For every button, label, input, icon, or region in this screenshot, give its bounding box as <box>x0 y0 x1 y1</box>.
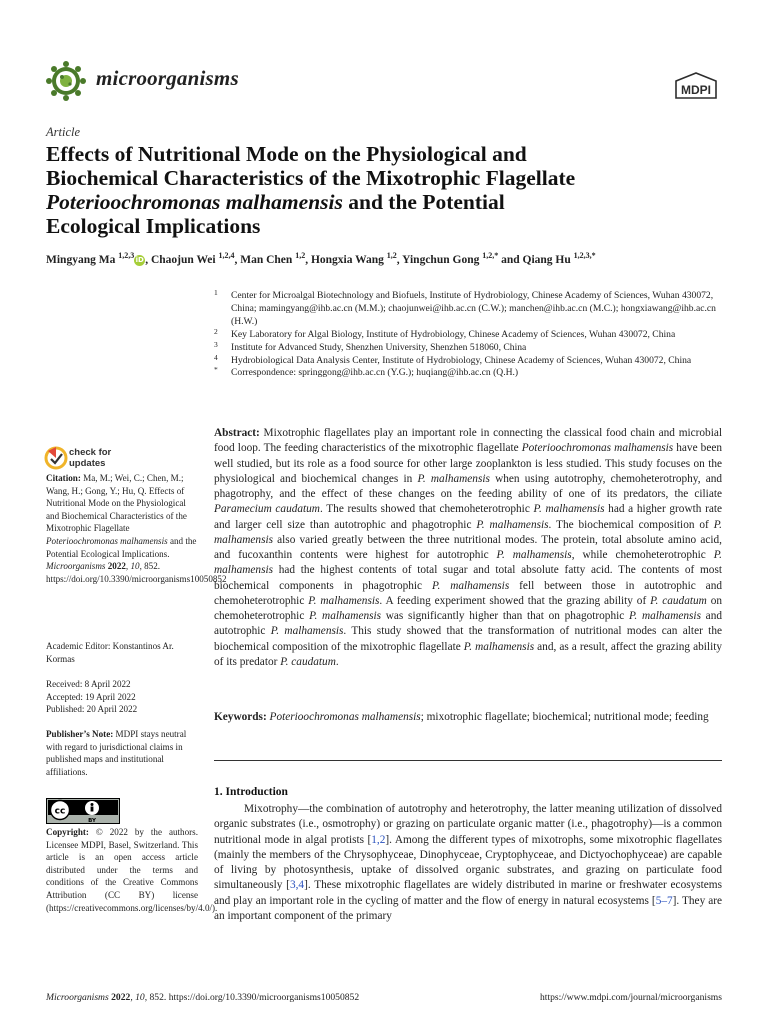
species-name: P. malhamensis <box>270 625 344 638</box>
accepted-date: Accepted: 19 April 2022 <box>46 691 136 702</box>
abstract-text: . The biochemical composition of <box>548 518 714 531</box>
author-name: Mingyang Ma <box>46 253 116 266</box>
species-name: Paramecium caudatum <box>214 503 320 516</box>
intro-text-1: Mixotrophy—the combination of autotrophy and heterotrophy, the latter meaning utilization of dissolved organic substrates (i.e., osmotrophy) or grazing on particulate organic matter (i.e., phagotrophy)—is a common nutritional mode in algal protists [ <box>214 803 722 846</box>
affiliation-item <box>214 352 724 368</box>
check-for-updates-icon[interactable] <box>44 445 68 471</box>
abstract-text: when using autotrophy, chemoheterotrophy, and phagotrophy, and the effect of these changes on the feeding ability of one of its predators, the ciliate <box>214 472 723 500</box>
author-affiliation-marker: 1,2,3 <box>118 251 135 260</box>
author-separator: , <box>305 253 311 266</box>
author-name: Qiang Hu <box>522 253 571 266</box>
author-affiliation-marker: 1,2 <box>295 251 306 260</box>
svg-text:cc: cc <box>54 806 66 817</box>
publisher-note-label: Publisher’s Note: <box>46 729 114 739</box>
species-name: P. caudatum <box>280 655 336 668</box>
orcid-icon[interactable]: iD <box>135 255 144 264</box>
mdpi-logo-text: MDPI <box>681 83 711 97</box>
author-separator: , <box>396 253 403 266</box>
introduction-paragraph <box>214 802 722 924</box>
title-line-3-rest: and the Potential <box>342 190 505 214</box>
article-type: Article <box>46 125 81 139</box>
abstract-text: . This study showed that the transformation of nutritional modes can alter the biochemical composition of the mixotrophic flagellate <box>214 625 722 653</box>
author-affiliation-marker: 1,2,* <box>482 251 499 260</box>
keywords <box>214 710 722 725</box>
journal-logo-icon <box>44 60 88 102</box>
copyright-block <box>46 826 218 914</box>
abstract-body <box>214 427 722 668</box>
species-name: P. caudatum <box>650 594 707 607</box>
author-name: Yingchun Gong <box>402 253 480 266</box>
abstract-text: also varied greatly between the three nutritional modes. The protein, total absolute amino acid, and fucoxanthin contents were highest for autotrophic <box>214 533 722 561</box>
author-separator: and <box>498 253 523 266</box>
species-name: P. malhamensis <box>432 579 510 592</box>
citation-block <box>46 472 227 585</box>
author-affiliation-marker: 1,2,3,* <box>573 251 596 260</box>
species-name: P. malhamensis <box>214 518 722 546</box>
affiliation-item <box>214 339 724 355</box>
affiliation-text: Institute for Advanced Study, Shenzhen University, Shenzhen 518060, China <box>231 341 527 353</box>
footer-volume: , 10 <box>130 992 145 1003</box>
species-name: P. malhamensis <box>309 610 382 622</box>
affiliation-text: Key Laboratory for Algal Biology, Institute of Hydrobiology, Chinese Academy of Sciences, Wuhan 430072, China <box>231 328 676 340</box>
keywords-label: Keywords: <box>214 711 267 723</box>
check-line-2: updates <box>69 458 106 469</box>
abstract-text: . The results showed that chemoheterotrophic <box>319 503 534 516</box>
academic-editor: Academic Editor: Konstantinos Ar. Kormas <box>46 641 174 664</box>
affiliation-item <box>214 290 724 329</box>
abstract-text: , while chemoheterotrophic <box>571 549 714 561</box>
species-name: P. malhamensis <box>476 518 549 531</box>
species-name: Poterioochromonas malhamensis <box>521 442 674 455</box>
citation-volume: , 10 <box>125 561 140 572</box>
check-for-updates-label[interactable] <box>69 447 111 469</box>
species-name: P. malhamensis <box>496 549 572 561</box>
author-separator: , <box>234 253 241 266</box>
species-name: P. malhamensis <box>308 594 380 607</box>
citation-link[interactable]: 1,2 <box>371 833 386 846</box>
abstract-text: and, as a result, affect the grazing ability of its predator <box>214 640 722 668</box>
species-name: P. malhamensis <box>628 610 701 622</box>
affiliation-text: Center for Microalgal Biotechnology and Biofuels, Institute of Hydrobiology, Chinese Academy of Sciences, Wuhan 430072, China; mamingyang@ihb.ac.cn (M.M.); chaojunwei@ihb.ac.cn (C.W.); manchen@ihb.ac.cn (M.C.); hongxiawang@ihb.ac.cn (H.W.) <box>231 290 716 327</box>
affiliation-text: Hydrobiological Data Analysis Center, Institute of Hydrobiology, Chinese Academy of Sciences, Wuhan 430072, China <box>231 354 692 366</box>
publisher-note <box>46 728 198 778</box>
affiliation-number: * <box>214 365 218 375</box>
author-list <box>46 248 736 268</box>
abstract-text: . A feeding experiment showed that the grazing ability of <box>379 594 651 607</box>
abstract-label: Abstract: <box>214 427 260 439</box>
species-name: P. malhamensis <box>463 640 535 653</box>
keywords-rest: ; mixotrophic flagellate; biochemical; nutritional mode; feeding <box>420 711 709 723</box>
citation-doi[interactable]: , 852. https://doi.org/10.3390/microorganisms10050852 <box>46 561 227 584</box>
citation-text-2: and the Potential Ecological Implications. <box>46 535 197 559</box>
abstract-text: was significantly higher than that on phagotrophic <box>381 610 629 622</box>
citation-species: Poterioochromonas malhamensis <box>46 535 168 546</box>
publisher-note-text: MDPI stays neutral with regard to jurisdictional claims in published maps and institutional affiliations. <box>46 729 187 777</box>
footer-year: 2022 <box>108 992 131 1003</box>
mdpi-logo-icon <box>672 72 720 102</box>
title-line-3 <box>46 190 726 214</box>
cc-by-license-icon[interactable] <box>46 798 120 824</box>
intro-text-3: ]. These mixotrophic flagellates are widely distributed in marine or freshwater ecosystems and play an important role in the cycling of matter and the flow of energy in natural ecosystems [ <box>214 879 722 907</box>
title-line-1: Effects of Nutritional Mode on the Physiological and <box>46 142 527 166</box>
footer-citation <box>46 992 359 1003</box>
citation-journal: Microorganisms <box>46 561 106 572</box>
affiliation-text: Correspondence: springgong@ihb.ac.cn (Y.G.); huqiang@ihb.ac.cn (Q.H.) <box>231 367 519 379</box>
author-name: Hongxia Wang <box>310 253 384 266</box>
citation-link[interactable]: 5–7 <box>655 894 673 907</box>
published-date: Published: 20 April 2022 <box>46 704 138 715</box>
journal-name: microorganisms <box>96 66 239 90</box>
title-line-4: Ecological Implications <box>46 214 261 238</box>
affiliation-number: 3 <box>214 339 218 349</box>
title-species: Poterioochromonas malhamensis <box>46 190 343 214</box>
citation-text-1: Ma, M.; Wei, C.; Chen, M.; Wang, H.; Gong, Y.; Hu, Q. Effects of Nutritional Mode on the Physiological and Biochemical Characteristics of the Mixotrophic Flagellate <box>46 473 187 534</box>
abstract <box>214 426 722 670</box>
abstract-text: Mixotrophic flagellates play an important role in connecting the classical food chain and microbial food loop. The feeding characteristics of the mixotrophic flagellate <box>214 427 722 455</box>
citation-label: Citation: <box>46 473 81 483</box>
author-name: Chaojun Wei <box>150 253 216 266</box>
affiliation-list <box>214 290 724 380</box>
copyright-text: © 2022 by the authors. Licensee MDPI, Basel, Switzerland. This article is an open access article distributed under the terms and conditions of the Creative Commons Attribution (CC BY) license (https://creativecommons.org/licenses/by/4.0/). <box>46 827 218 913</box>
abstract-text: had a higher growth rate and larger cell size than autotrophic and phagotrophic <box>214 503 723 531</box>
paper-title <box>46 142 726 238</box>
affiliation-item <box>214 367 724 380</box>
citation-year: 2022 <box>105 561 126 572</box>
abstract-text: had the highest contents of total sugar and total absolute fatty acid. The contents of most biochemical components in phagotrophic <box>214 564 722 592</box>
abstract-text: on chemoheterotrophic <box>214 594 722 622</box>
copyright-label: Copyright: <box>46 827 89 837</box>
svg-text:BY: BY <box>88 818 96 824</box>
author-name: Man Chen <box>240 253 293 266</box>
intro-text-2: ]. Among the different types of mixotrophs, some mixotrophic flagellates (mainly the members of the Chrysophyceae, Dinophyceae, Cryptophyceae, and Dictyochophyceae) are capable of living by photosynthesis, uptake of dissolved organic substrates, and grazing on particulate food simultaneously [ <box>214 833 722 892</box>
author-separator: , <box>145 253 151 266</box>
author-affiliation-marker: 1,2 <box>386 251 397 260</box>
affiliation-number: 1 <box>214 288 218 297</box>
section-heading-introduction: 1. Introduction <box>214 786 288 798</box>
keyword-species: Poterioochromonas malhamensis <box>269 711 421 723</box>
species-name: P. malhamensis <box>417 472 490 485</box>
species-name: P. malhamensis <box>533 503 605 516</box>
abstract-text: . <box>335 655 339 668</box>
section-divider <box>214 760 722 761</box>
abstract-text: fell between those in autotrophic and chemoheterotrophic <box>214 579 722 607</box>
abstract-text: have been well studied, but its role as a food source for other large zooplankton is less studied. This study focuses on the physiological and biochemical changes in <box>214 442 723 485</box>
affiliation-number: 2 <box>214 326 218 336</box>
affiliation-item <box>214 326 724 342</box>
footer-doi[interactable]: , 852. https://doi.org/10.3390/microorganisms10050852 <box>144 992 360 1003</box>
abstract-text: and autotrophic <box>214 610 722 638</box>
author-affiliation-marker: 1,2,4 <box>218 251 235 260</box>
footer-journal: Microorganisms <box>46 992 109 1003</box>
species-name: P. malhamensis <box>214 549 723 577</box>
footer-journal-url[interactable]: https://www.mdpi.com/journal/microorganisms <box>540 992 722 1003</box>
affiliation-number: 4 <box>214 352 218 362</box>
intro-text-4: ]. They are an important component of the primary <box>214 894 722 922</box>
received-date: Received: 8 April 2022 <box>46 679 131 689</box>
title-line-2: Biochemical Characteristics of the Mixotrophic Flagellate <box>46 166 576 190</box>
citation-link[interactable]: 3,4 <box>289 879 305 892</box>
check-line-1: check for <box>69 447 112 458</box>
dates-block <box>46 678 198 716</box>
